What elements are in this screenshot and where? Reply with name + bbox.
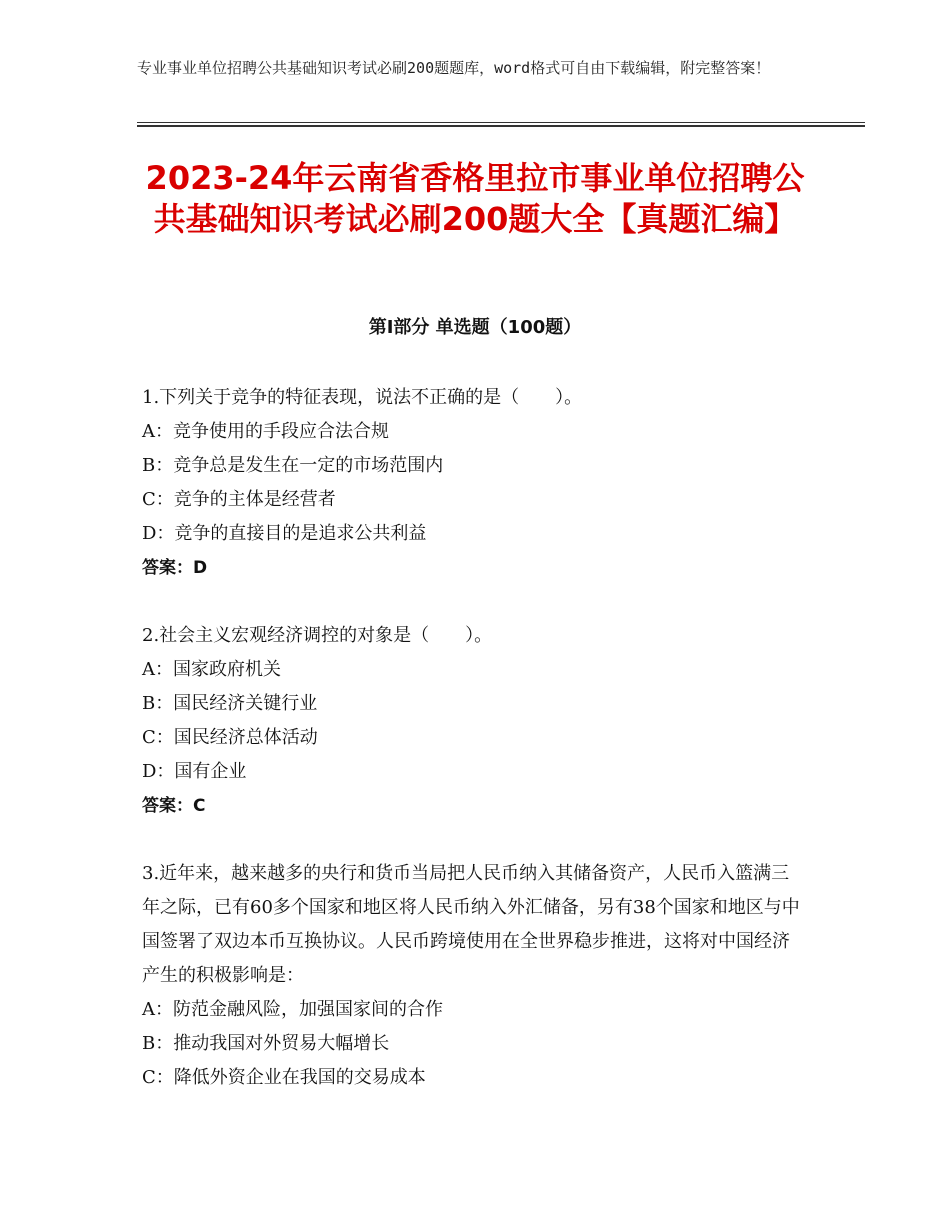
option-d: D：竞争的直接目的是追求公共利益 bbox=[142, 523, 427, 544]
option-b: B：竞争总是发生在一定的市场范围内 bbox=[142, 455, 444, 476]
option-b: B：推动我国对外贸易大幅增长 bbox=[142, 1033, 390, 1054]
option-a: A：竞争使用的手段应合法合规 bbox=[142, 421, 389, 442]
section-heading: 第Ⅰ部分 单选题（100题） bbox=[368, 317, 582, 338]
question-stem: 1.下列关于竞争的特征表现，说法不正确的是（ ）。 bbox=[142, 387, 583, 408]
option-a: A：防范金融风险，加强国家间的合作 bbox=[142, 999, 443, 1020]
option-c: C：降低外资企业在我国的交易成本 bbox=[142, 1067, 426, 1088]
question-stem: 3.近年来，越来越多的央行和货币当局把人民币纳入其储备资产，人民币入篮满三年之际，已有60多个国家和地区将人民币纳入外汇储备，另有38个国家和地区与中国签署了双边本币互换协议。人民币跨境使用在全世界稳步推进，这将对中国经济产生的积极影响是： bbox=[142, 863, 800, 986]
answer: 答案：D bbox=[142, 558, 208, 578]
header-rule-thin bbox=[137, 122, 865, 123]
question-stem: 2.社会主义宏观经济调控的对象是（ ）。 bbox=[142, 625, 493, 646]
answer: 答案：C bbox=[142, 796, 206, 816]
question-1 bbox=[142, 381, 807, 585]
question-3 bbox=[142, 857, 807, 1095]
header-rule-thick bbox=[137, 125, 865, 127]
header-note: 专业事业单位招聘公共基础知识考试必刷200题题库，word格式可自由下载编辑，附完整答案！ bbox=[137, 59, 771, 77]
option-d: D：国有企业 bbox=[142, 761, 247, 782]
option-a: A：国家政府机关 bbox=[142, 659, 281, 680]
question-2 bbox=[142, 619, 807, 823]
option-c: C：国民经济总体活动 bbox=[142, 727, 318, 748]
option-b: B：国民经济关键行业 bbox=[142, 693, 318, 714]
document-title: 2023-24年云南省香格里拉市事业单位招聘公共基础知识考试必刷200题大全【真题汇编】 bbox=[145, 159, 805, 238]
question-list bbox=[142, 381, 807, 1129]
option-c: C：竞争的主体是经营者 bbox=[142, 489, 336, 510]
